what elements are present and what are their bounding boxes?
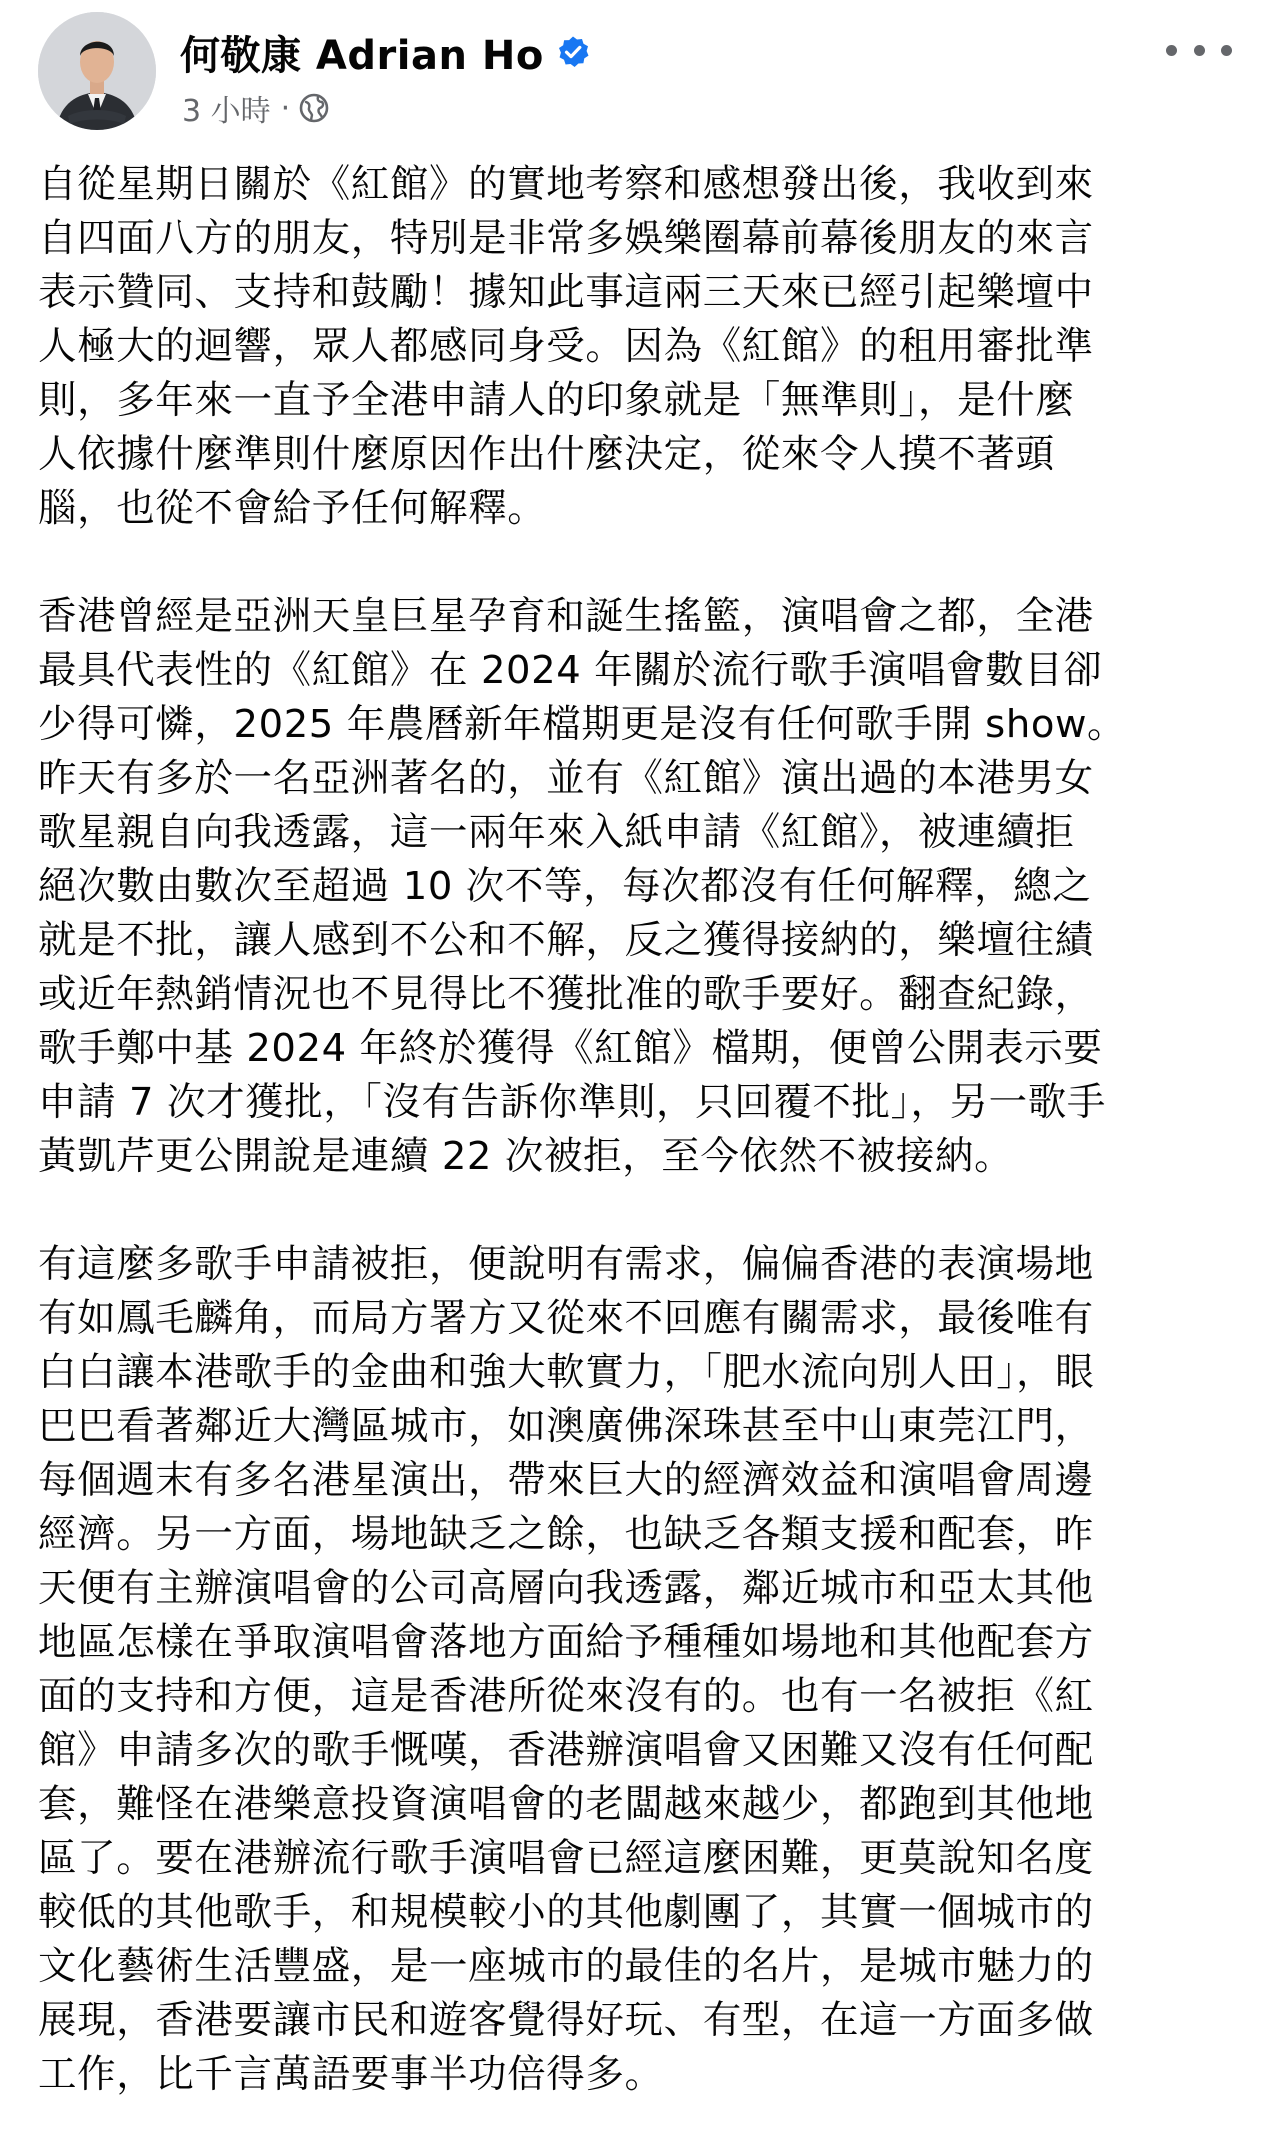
post-body — [38, 158, 1250, 2156]
post-timestamp[interactable]: 3 小時 — [182, 94, 271, 129]
more-horizontal-icon — [1166, 45, 1177, 56]
author-avatar[interactable] — [38, 12, 156, 130]
profile-photo — [38, 12, 156, 130]
globe-icon[interactable] — [298, 92, 330, 124]
author-row — [180, 22, 590, 82]
post-paragraph-3: 有這麼多歌手申請被拒，便說明有需求，偏偏香港的表演場地 有如鳳毛麟角，而局方署方又從來不回應有關需求，最後唯有 白白讓本港歌手的金曲和強大軟實力，「肥水流向別人田」，眼 巴巴看著鄰近大灣區城市，如澳廣佛深珠甚至中山東莞江門， 每個週末有多名港星演出，帶來巨大的經濟效益和演唱會周邊 經濟。另一方面，場地缺乏之餘，也缺乏各類支援和配套，昨 天便有主辦演唱會的公司高層向我透露，鄰近城市和亞太其他 地區怎樣在爭取演唱會落地方面給予種種如場地和其他配套方 面的支持和方便，這是香港所從來沒有的。也有一名被拒《紅 館》申請多次的歌手慨嘆，香港辦演唱會又困難又沒有任何配 套，難怪在港樂意投資演唱會的老闆越來越少，都跑到其他地 區了。要在港辦流行歌手演唱會已經這麼困難，更莫說知名度 較低的其他歌手，和規模較小的其他劇團了，其實一個城市的 文化藝術生活豐盛，是一座城市的最佳的名片，是城市魅力的 展現，香港要讓市民和遊客覺得好玩、有型，在這一方面多做 工作，比千言萬語要事半功倍得多。 — [38, 1242, 1095, 2097]
post-header — [30, 10, 1254, 138]
post-paragraph-2: 香港曾經是亞洲天皇巨星孕育和誕生搖籃，演唱會之都，全港 最具代表性的《紅館》在 2024 年關於流行歌手演唱會數目卻 少得可憐，2025 年農曆新年檔期更是沒有任何歌手開 show。 昨天有多於一名亞洲著名的，並有《紅館》演出過的本港男女 歌星親自向我透露，這一兩年來入紙申請《紅館》，被連續拒 絕次數由數次至超過 10 次不等，每次都沒有任何解釋，總之 就是不批，讓人感到不公和不解，反之獲得接納的，樂壇往績 或近年熱銷情況也不見得比不獲批准的歌手要好。翻查紀錄， 歌手鄭中基 2024 年終於獲得《紅館》檔期，便曾公開表示要 申請 7 次才獲批，「沒有告訴你準則，只回覆不批」，另一歌手 黃凱芹更公開說是連續 22 次被拒，至今依然不被接納。 — [38, 594, 1127, 1179]
verified-badge-icon — [556, 35, 590, 69]
meta-separator: · — [280, 90, 291, 126]
post-meta — [182, 86, 330, 130]
post-paragraph-1: 自從星期日關於《紅館》的實地考察和感想發出後，我收到來 自四面八方的朋友，特別是非常多娛樂圈幕前幕後朋友的來言 表示贊同、支持和鼓勵！據知此事這兩三天來已經引起樂壇中 人極大的迴響，眾人都感同身受。因為《紅館》的租用審批準 則，多年來一直予全港申請人的印象就是「無準則」，是什麼 人依據什麼準則什麼原因作出什麼決定，從來令人摸不著頭 腦，也從不會給予任何解釋。 — [38, 162, 1094, 531]
author-name[interactable]: 何敬康 Adrian Ho — [180, 32, 544, 79]
more-options-button[interactable] — [1166, 28, 1232, 72]
